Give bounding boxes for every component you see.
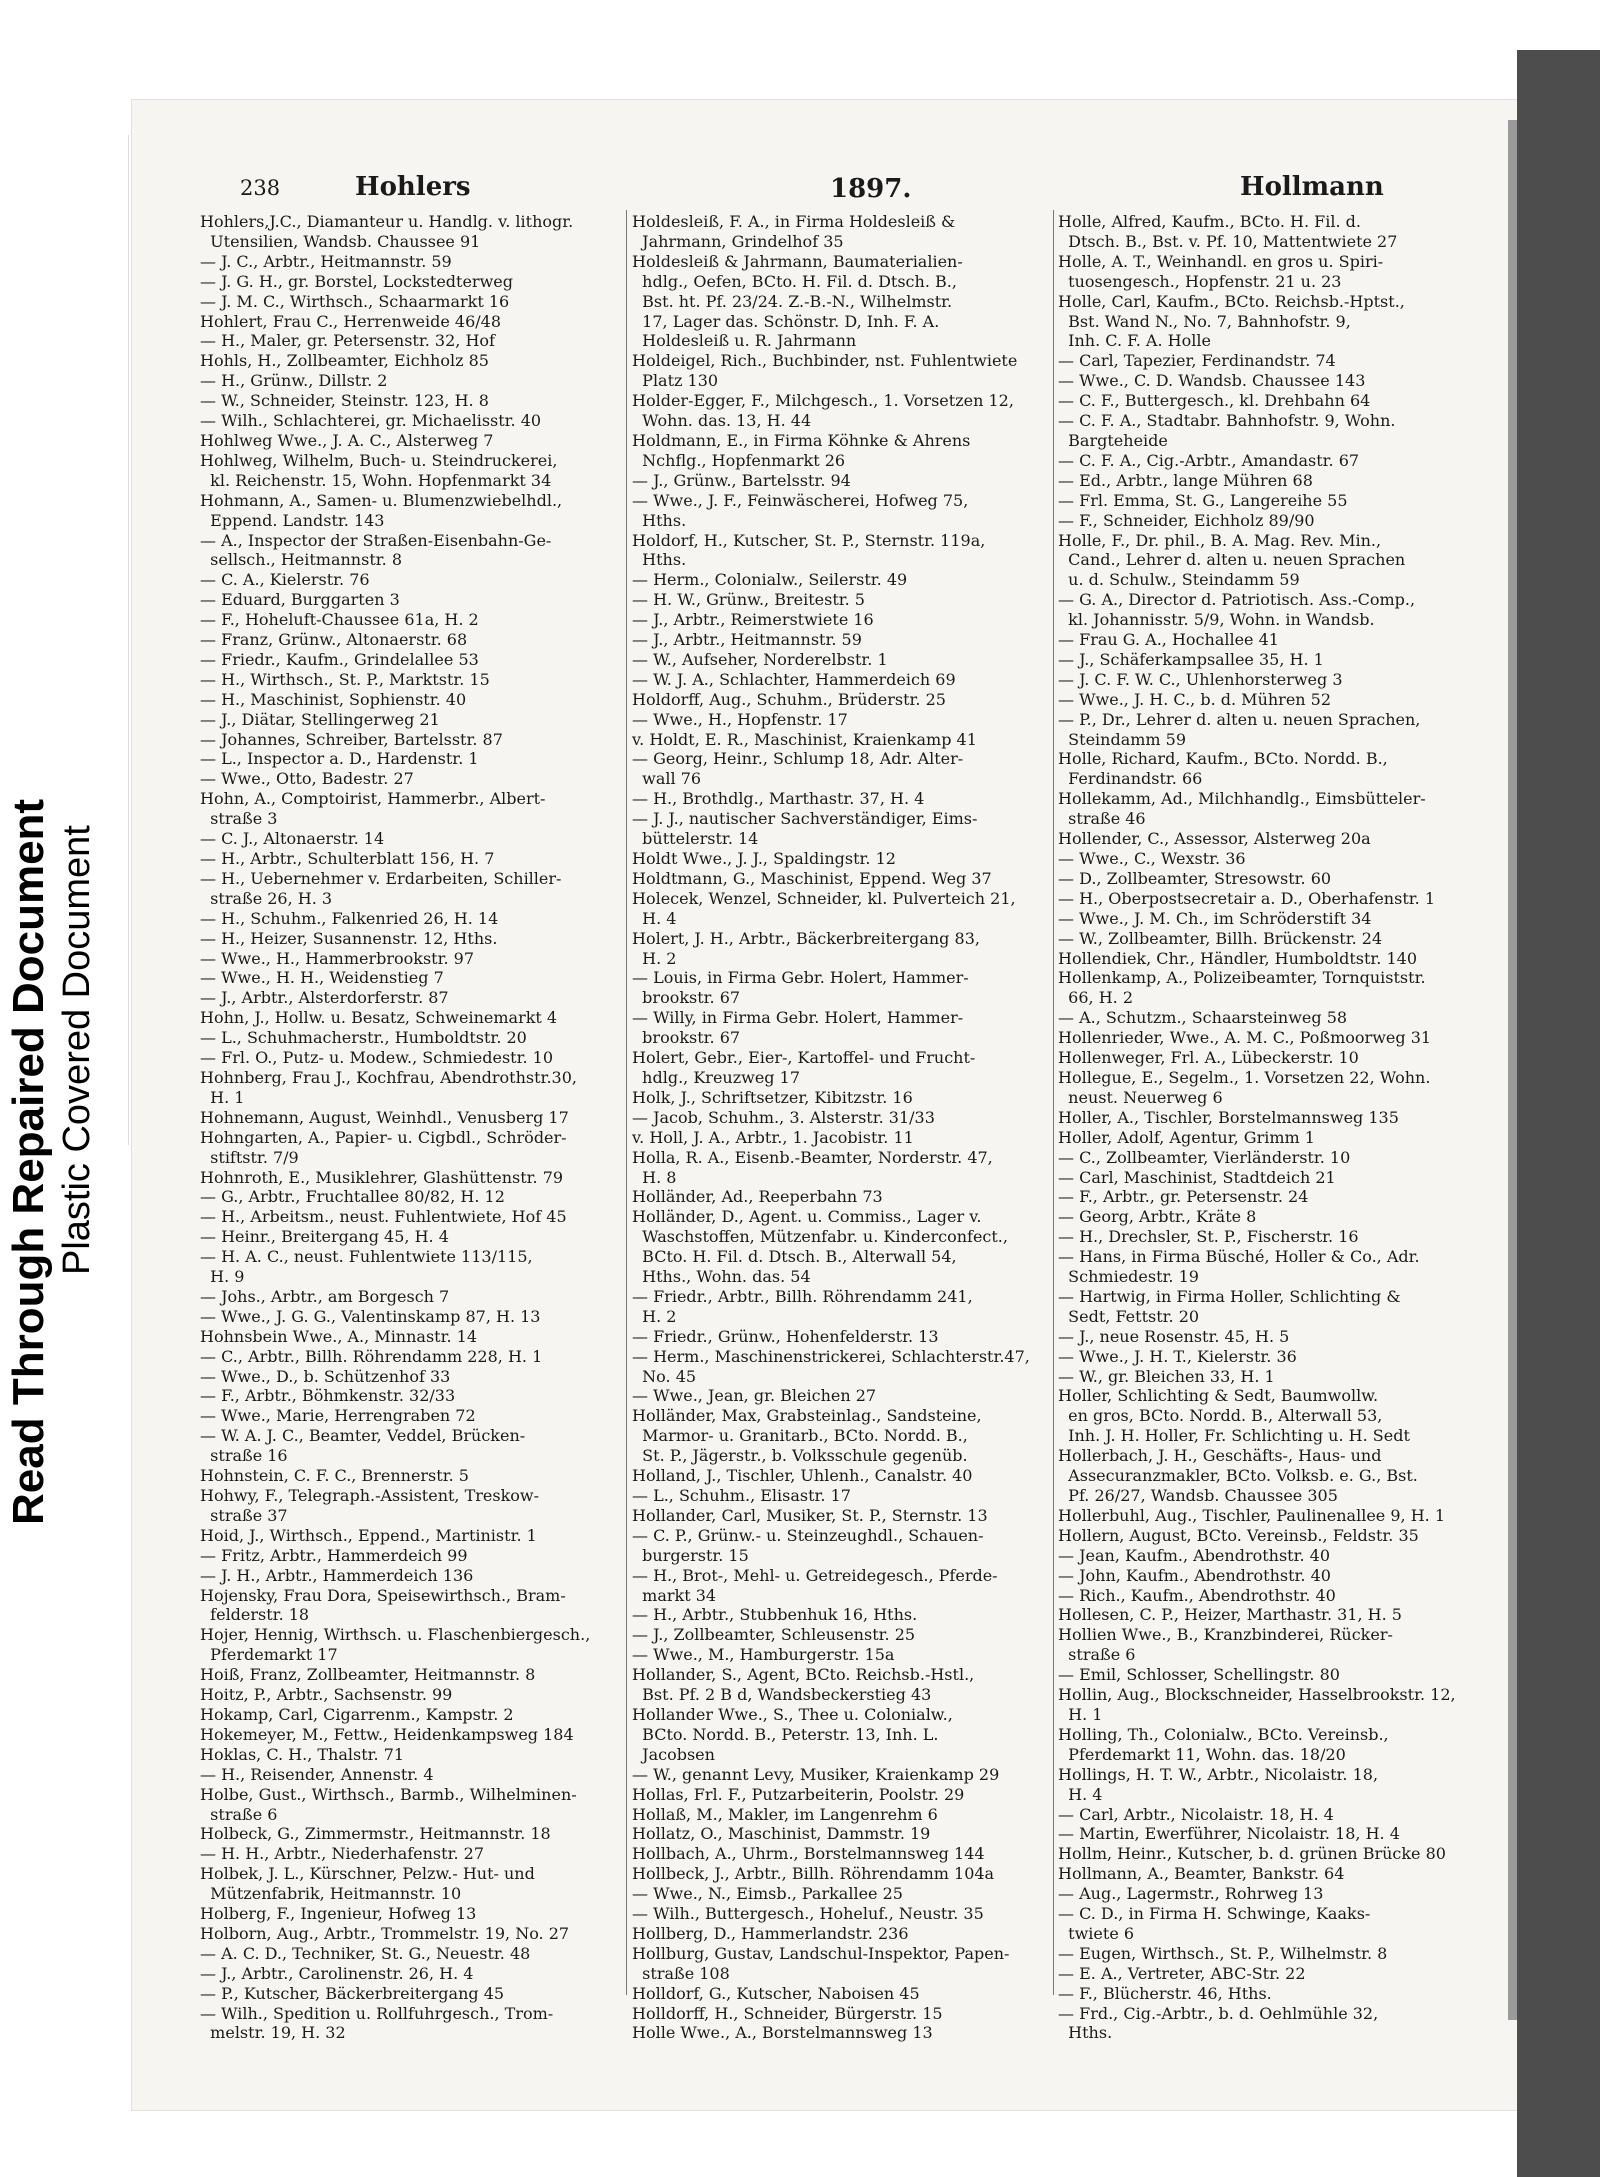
directory-entry-line: Mützenfabrik, Heitmannstr. 10 xyxy=(200,1884,462,1904)
directory-entry-line: — J. J., nautischer Sachverständiger, Eims- xyxy=(632,809,978,829)
directory-entry-line: Hollings, H. T. W., Arbtr., Nicolaistr. 18, xyxy=(1058,1764,1379,1784)
directory-entry-line: — F., Blücherstr. 46, Hths. xyxy=(1058,1983,1272,2003)
directory-entry-line: — J. G. H., gr. Borstel, Lockstedterweg xyxy=(200,271,513,291)
directory-entry-line: Hohls, H., Zollbeamter, Eichholz 85 xyxy=(200,351,489,371)
directory-entry-line: Holdmann, E., in Firma Köhnke & Ahrens xyxy=(632,430,971,450)
directory-entry-line: — H., Maler, gr. Petersenstr. 32, Hof xyxy=(200,331,495,351)
directory-entry-line: Hollern, August, BCto. Vereinsb., Feldstr. 35 xyxy=(1058,1525,1419,1545)
directory-entry-line: Holert, J. H., Arbtr., Bäckerbreitergang 83, xyxy=(632,928,980,948)
directory-entry-line: Dtsch. B., Bst. v. Pf. 10, Mattentwiete 27 xyxy=(1058,231,1398,251)
directory-entry-line: Holdesleiß u. R. Jahrmann xyxy=(632,331,857,351)
directory-entry-line: — P., Kutscher, Bäckerbreitergang 45 xyxy=(200,1983,505,2003)
directory-entry-line: Bargteheide xyxy=(1058,430,1168,450)
directory-entry-line: — L., Schuhm., Elisastr. 17 xyxy=(632,1486,851,1505)
directory-entry-line: 66, H. 2 xyxy=(1058,988,1134,1008)
directory-entry-line: — G., Arbtr., Fruchtallee 80/82, H. 12 xyxy=(200,1187,505,1207)
directory-entry-line: — F., Arbtr., gr. Petersenstr. 24 xyxy=(1058,1187,1309,1207)
directory-entry-line: — Wwe., H. H., Weidenstieg 7 xyxy=(200,968,444,988)
directory-entry-line: Hollegue, E., Segelm., 1. Vorsetzen 22, Wohn. xyxy=(1058,1067,1431,1087)
directory-entry-line: — Friedr., Arbtr., Billh. Röhrendamm 241, xyxy=(632,1286,973,1306)
directory-entry-line: straße 16 xyxy=(200,1446,288,1466)
directory-entry-line: No. 45 xyxy=(632,1366,697,1386)
directory-entry-line: Jahrmann, Grindelhof 35 xyxy=(632,231,844,251)
directory-entry-line: straße 6 xyxy=(1058,1645,1136,1665)
directory-entry-line: Holecek, Wenzel, Schneider, kl. Pulverteich 21, xyxy=(632,888,1016,908)
directory-entry-line: Hths. xyxy=(632,550,687,570)
directory-entry-line: Holbek, J. L., Kürschner, Pelzw.- Hut- und xyxy=(200,1864,535,1884)
directory-entry-line: — J., Arbtr., Alsterdorferstr. 87 xyxy=(200,988,449,1008)
directory-entry-line: — Wwe., C., Wexstr. 36 xyxy=(1058,849,1246,868)
directory-entry-line: — H., Maschinist, Sophienstr. 40 xyxy=(200,689,467,709)
directory-entry-line: straße 108 xyxy=(632,1963,730,1983)
directory-entry-line: — J., Diätar, Stellingerweg 21 xyxy=(200,709,440,729)
directory-entry-line: Holldorf, G., Kutscher, Naboisen 45 xyxy=(632,1983,920,2003)
directory-column-right xyxy=(1058,212,1476,2043)
directory-entry-line: 17, Lager das. Schönstr. D, Inh. F. A. xyxy=(632,311,940,331)
directory-entry-line: — Wwe., H., Hopfenstr. 17 xyxy=(632,709,848,729)
page-header xyxy=(240,170,1500,210)
directory-column-left xyxy=(200,212,618,2043)
directory-entry-line: burgerstr. 15 xyxy=(632,1545,749,1565)
directory-entry-line: Hollatz, O., Maschinist, Dammstr. 19 xyxy=(632,1824,931,1844)
directory-entry-line: — H., Arbtr., Schulterblatt 156, H. 7 xyxy=(200,849,495,868)
directory-entry-line: — Frl. Emma, St. G., Langereihe 55 xyxy=(1058,490,1348,510)
directory-entry-line: — Frl. O., Putz- u. Modew., Schmiedestr. 10 xyxy=(200,1048,553,1068)
directory-entry-line: Holdorf, H., Kutscher, St. P., Sternstr. 119a, xyxy=(632,530,986,550)
directory-entry-line: Holdt Wwe., J. J., Spaldingstr. 12 xyxy=(632,849,896,868)
directory-entry-line: — H. A. C., neust. Fuhlentwiete 113/115, xyxy=(200,1247,533,1267)
directory-entry-line: Hollm, Heinr., Kutscher, b. d. grünen Brücke 80 xyxy=(1058,1844,1446,1864)
directory-entry-line: Jacobsen xyxy=(632,1744,715,1764)
directory-entry-line: kl. Reichenstr. 15, Wohn. Hopfenmarkt 34 xyxy=(200,470,552,490)
directory-entry-line: — W., genannt Levy, Musiker, Kraienkamp 29 xyxy=(632,1764,1000,1784)
directory-entry-line: — Georg, Arbtr., Kräte 8 xyxy=(1058,1207,1257,1227)
directory-entry-line: Waschstoffen, Mützenfabr. u. Kinderconfect., xyxy=(632,1227,1008,1247)
directory-entry-line: Holdesleiß & Jahrmann, Baumaterialien- xyxy=(632,251,963,271)
directory-entry-line: — W., gr. Bleichen 33, H. 1 xyxy=(1058,1366,1275,1386)
directory-entry-line: — Georg, Heinr., Schlump 18, Adr. Alter- xyxy=(632,749,964,769)
directory-entry-line: — C. J., Altonaerstr. 14 xyxy=(200,829,385,849)
directory-entry-line: hdlg., Oefen, BCto. H. Fil. d. Dtsch. B., xyxy=(632,271,957,291)
directory-entry-line: — P., Dr., Lehrer d. alten u. neuen Sprachen, xyxy=(1058,709,1421,729)
directory-entry-line: Pferdemarkt 11, Wohn. das. 18/20 xyxy=(1058,1744,1346,1764)
directory-entry-line: — H., Wirthsch., St. P., Marktstr. 15 xyxy=(200,669,490,689)
directory-entry-line: — J. M. C., Wirthsch., Schaarmarkt 16 xyxy=(200,291,510,311)
directory-entry-line: Holle, Alfred, Kaufm., BCto. H. Fil. d. xyxy=(1058,212,1361,231)
directory-entry-line: en gros, BCto. Nordd. B., Alterwall 53, xyxy=(1058,1406,1383,1426)
directory-entry-line: Holla, R. A., Eisenb.-Beamter, Norderstr. 47, xyxy=(632,1147,993,1167)
directory-entry-line: Hoklas, C. H., Thalstr. 71 xyxy=(200,1744,405,1764)
directory-entry-line: — W., Zollbeamter, Billh. Brückenstr. 24 xyxy=(1058,928,1383,948)
directory-entry-line: Hohnstein, C. F. C., Brennerstr. 5 xyxy=(200,1466,469,1486)
directory-entry-line: Holbe, Gust., Wirthsch., Barmb., Wilhelminen- xyxy=(200,1784,577,1804)
directory-entry-line: — Johs., Arbtr., am Borgesch 7 xyxy=(200,1286,450,1306)
directory-entry-line: Bst. ht. Pf. 23/24. Z.-B.-N., Wilhelmstr. xyxy=(632,291,953,311)
directory-entry-line: Holert, Gebr., Eier-, Kartoffel- und Frucht- xyxy=(632,1048,976,1068)
directory-entry-line: felderstr. 18 xyxy=(200,1605,310,1625)
directory-entry-line: — Jean, Kaufm., Abendrothstr. 40 xyxy=(1058,1545,1331,1565)
directory-entry-line: — Eduard, Burggarten 3 xyxy=(200,590,400,610)
directory-entry-line: — Carl, Maschinist, Stadtdeich 21 xyxy=(1058,1167,1336,1187)
directory-entry-line: straße 46 xyxy=(1058,809,1146,829)
directory-entry-line: markt 34 xyxy=(632,1585,717,1605)
directory-entry-line: — J., Grünw., Bartelsstr. 94 xyxy=(632,470,851,490)
directory-entry-line: Hths. xyxy=(632,510,687,530)
directory-entry-line: Nchflg., Hopfenmarkt 26 xyxy=(632,450,846,470)
directory-entry-line: Holländer, Max, Grabsteinlag., Sandsteine, xyxy=(632,1406,982,1426)
directory-entry-line: Holle, F., Dr. phil., B. A. Mag. Rev. Min., xyxy=(1058,530,1382,550)
directory-entry-line: Ferdinandstr. 66 xyxy=(1058,769,1203,789)
directory-entry-line: — A. C. D., Techniker, St. G., Neuestr. 48 xyxy=(200,1943,531,1963)
directory-entry-line: — Jacob, Schuhm., 3. Alsterstr. 31/33 xyxy=(632,1107,935,1127)
directory-entry-line: Hohlert, Frau C., Herrenweide 46/48 xyxy=(200,311,502,331)
directory-entry-line: Schmiedestr. 19 xyxy=(1058,1267,1199,1287)
directory-entry-line: Assecuranzmakler, BCto. Volksb. e. G., Bst. xyxy=(1058,1466,1418,1486)
directory-entry-line: stiftstr. 7/9 xyxy=(200,1147,299,1167)
directory-entry-line: — Wwe., J. M. Ch., im Schröderstift 34 xyxy=(1058,908,1372,928)
directory-entry-line: Hohlers,J.C., Diamanteur u. Handlg. v. lithogr. xyxy=(200,212,574,231)
directory-entry-line: Hollander, S., Agent, BCto. Reichsb.-Hstl., xyxy=(632,1665,975,1685)
directory-entry-line: Hollien Wwe., B., Kranzbinderei, Rücker- xyxy=(1058,1625,1393,1645)
directory-entry-line: Holborn, Aug., Arbtr., Trommelstr. 19, No. 27 xyxy=(200,1923,570,1943)
directory-entry-line: — J. H., Arbtr., Hammerdeich 136 xyxy=(200,1565,474,1585)
directory-entry-line: — H., Grünw., Dillstr. 2 xyxy=(200,371,388,391)
directory-entry-line: Hohmann, A., Samen- u. Blumenzwiebelhdl., xyxy=(200,490,563,510)
directory-entry-line: BCto. Nordd. B., Peterstr. 13, Inh. L. xyxy=(632,1724,939,1744)
directory-entry-line: kl. Johannisstr. 5/9, Wohn. in Wandsb. xyxy=(1058,610,1375,630)
directory-entry-line: — L., Inspector a. D., Hardenstr. 1 xyxy=(200,749,479,769)
directory-entry-line: Holler, Adolf, Agentur, Grimm 1 xyxy=(1058,1127,1315,1147)
directory-entry-line: — Wwe., J. G. G., Valentinskamp 87, H. 13 xyxy=(200,1306,541,1326)
directory-entry-line: Hokemeyer, M., Fettw., Heidenkampsweg 184 xyxy=(200,1724,574,1744)
directory-entry-line: — H., Brot-, Mehl- u. Getreidegesch., Pferde- xyxy=(632,1565,998,1585)
directory-entry-line: Hollesen, C. P., Heizer, Marthastr. 31, H. 5 xyxy=(1058,1605,1402,1625)
directory-entry-line: St. P., Jägerstr., b. Volksschule gegenüb. xyxy=(632,1446,968,1466)
directory-entry-line: Hollerbach, J. H., Geschäfts-, Haus- und xyxy=(1058,1446,1382,1466)
directory-entry-line: — F., Schneider, Eichholz 89/90 xyxy=(1058,510,1315,530)
directory-entry-line: Holberg, F., Ingenieur, Hofweg 13 xyxy=(200,1904,477,1924)
directory-entry-line: — C., Arbtr., Billh. Röhrendamm 228, H. 1 xyxy=(200,1346,543,1366)
directory-entry-line: — Aug., Lagermstr., Rohrweg 13 xyxy=(1058,1884,1324,1904)
directory-entry-line: — Fritz, Arbtr., Hammerdeich 99 xyxy=(200,1545,468,1565)
directory-entry-line: Holbeck, G., Zimmermstr., Heitmannstr. 18 xyxy=(200,1824,551,1844)
directory-entry-line: straße 6 xyxy=(200,1804,278,1824)
directory-entry-line: — H., Reisender, Annenstr. 4 xyxy=(200,1764,434,1784)
directory-entry-line: büttelerstr. 14 xyxy=(632,829,759,849)
directory-entry-line: — H. W., Grünw., Breitestr. 5 xyxy=(632,590,865,610)
directory-entry-line: straße 26, H. 3 xyxy=(200,888,333,908)
directory-entry-line: Hollenrieder, Wwe., A. M. C., Poßmoorweg 31 xyxy=(1058,1028,1432,1048)
directory-entry-line: Wohn. das. 13, H. 44 xyxy=(632,411,812,431)
directory-entry-line: Hollenkamp, A., Polizeibeamter, Tornquiststr. xyxy=(1058,968,1426,988)
directory-entry-line: — H., Brothdlg., Marthastr. 37, H. 4 xyxy=(632,789,925,809)
directory-entry-line: — Wwe., N., Eimsb., Parkallee 25 xyxy=(632,1884,903,1904)
directory-entry-line: Holle Wwe., A., Borstelmannsweg 13 xyxy=(632,2023,933,2043)
column-divider xyxy=(626,210,627,1995)
directory-entry-line: — G. A., Director d. Patriotisch. Ass.-Comp., xyxy=(1058,590,1416,610)
directory-entry-line: twiete 6 xyxy=(1058,1923,1135,1943)
directory-entry-line: Cand., Lehrer d. alten u. neuen Sprachen xyxy=(1058,550,1406,570)
directory-entry-line: — Hartwig, in Firma Holler, Schlichting & xyxy=(1058,1286,1401,1306)
directory-entry-line: Hohn, J., Hollw. u. Besatz, Schweinemarkt 4 xyxy=(200,1008,558,1028)
directory-entry-line: Bst. Wand N., No. 7, Bahnhofstr. 9, xyxy=(1058,311,1351,331)
directory-entry-line: Hojensky, Frau Dora, Speisewirthsch., Bram- xyxy=(200,1585,566,1605)
directory-entry-line: Hohn, A., Comptoirist, Hammerbr., Albert- xyxy=(200,789,546,809)
running-head-left: Hohlers xyxy=(355,172,471,202)
directory-entry-line: Hollmann, A., Beamter, Bankstr. 64 xyxy=(1058,1864,1345,1884)
directory-entry-line: — A., Inspector der Straßen-Eisenbahn-Ge- xyxy=(200,530,552,550)
directory-entry-line: Hokamp, Carl, Cigarrenm., Kampstr. 2 xyxy=(200,1704,514,1724)
directory-entry-line: Sedt, Fettstr. 20 xyxy=(1058,1306,1200,1326)
directory-entry-line: Holldorff, H., Schneider, Bürgerstr. 15 xyxy=(632,2003,943,2023)
directory-entry-line: — Wwe., M., Hamburgerstr. 15a xyxy=(632,1645,895,1665)
directory-entry-line: Hohwy, F., Telegraph.-Assistent, Treskow- xyxy=(200,1486,540,1505)
scanner-background-edge xyxy=(1517,50,1600,2177)
directory-entry-line: Hollerbuhl, Aug., Tischler, Paulinenallee 9, H. 1 xyxy=(1058,1505,1446,1525)
directory-entry-line: Holder-Egger, F., Milchgesch., 1. Vorsetzen 12, xyxy=(632,391,1014,411)
column-divider xyxy=(1053,210,1054,1995)
directory-entry-line: brookstr. 67 xyxy=(632,1028,741,1048)
directory-entry-line: — Wilh., Spedition u. Rollfuhrgesch., Trom- xyxy=(200,2003,554,2023)
directory-entry-line: — Herm., Colonialw., Seilerstr. 49 xyxy=(632,570,908,590)
page-number: 238 xyxy=(240,176,281,200)
directory-entry-line: — Wwe., J. H. C., b. d. Mühren 52 xyxy=(1058,689,1332,709)
directory-entry-line: — Louis, in Firma Gebr. Holert, Hammer- xyxy=(632,968,969,988)
directory-entry-line: — Carl, Arbtr., Nicolaistr. 18, H. 4 xyxy=(1058,1804,1334,1824)
directory-entry-line: Holler, A., Tischler, Borstelmannsweg 135 xyxy=(1058,1107,1399,1127)
directory-entry-line: Holländer, Ad., Reeperbahn 73 xyxy=(632,1187,883,1207)
directory-entry-line: — C., Zollbeamter, Vierländerstr. 10 xyxy=(1058,1147,1351,1167)
directory-entry-line: Holler, Schlichting & Sedt, Baumwollw. xyxy=(1058,1386,1379,1406)
directory-entry-line: Hojer, Hennig, Wirthsch. u. Flaschenbiergesch., xyxy=(200,1625,591,1645)
directory-entry-line: — H., Uebernehmer v. Erdarbeiten, Schiller- xyxy=(200,868,562,888)
directory-entry-line: — J., Zollbeamter, Schleusenstr. 25 xyxy=(632,1625,916,1645)
directory-entry-line: — W., Aufseher, Norderelbstr. 1 xyxy=(632,649,888,669)
directory-entry-line: straße 3 xyxy=(200,809,278,829)
directory-entry-line: Hoitz, P., Arbtr., Sachsenstr. 99 xyxy=(200,1685,453,1705)
directory-entry-line: sellsch., Heitmannstr. 8 xyxy=(200,550,402,570)
directory-entry-line: — Emil, Schlosser, Schellingstr. 80 xyxy=(1058,1665,1340,1685)
directory-entry-line: straße 37 xyxy=(200,1505,288,1525)
directory-entry-line: — Wwe., C. D. Wandsb. Chaussee 143 xyxy=(1058,371,1366,391)
directory-entry-line: Hohnemann, August, Weinhdl., Venusberg 17 xyxy=(200,1107,569,1127)
directory-entry-line: Inh. C. F. A. Holle xyxy=(1058,331,1211,351)
directory-entry-line: — Frd., Cig.-Arbtr., b. d. Oehlmühle 32, xyxy=(1058,2003,1379,2023)
directory-entry-line: — F., Arbtr., Böhmkenstr. 32/33 xyxy=(200,1386,456,1406)
directory-entry-line: — C. F. A., Cig.-Arbtr., Amandastr. 67 xyxy=(1058,450,1360,470)
directory-entry-line: Hollin, Aug., Blockschneider, Hasselbrookstr. 12, xyxy=(1058,1685,1456,1705)
directory-entry-line: — W. A. J. C., Beamter, Veddel, Brücken- xyxy=(200,1426,526,1446)
directory-entry-line: Pf. 26/27, Wandsb. Chaussee 305 xyxy=(1058,1486,1338,1505)
directory-entry-line: Holdeigel, Rich., Buchbinder, nst. Fuhlentwiete xyxy=(632,351,1018,371)
directory-entry-line: — H. H., Arbtr., Niederhafenstr. 27 xyxy=(200,1844,484,1864)
directory-entry-line: — D., Zollbeamter, Stresowstr. 60 xyxy=(1058,868,1332,888)
directory-entry-line: — C. F., Buttergesch., kl. Drehbahn 64 xyxy=(1058,391,1371,411)
directory-entry-line: BCto. H. Fil. d. Dtsch. B., Alterwall 54, xyxy=(632,1247,957,1267)
directory-entry-line: Hohnsbein Wwe., A., Minnastr. 14 xyxy=(200,1326,478,1346)
directory-entry-line: — J., Arbtr., Heitmannstr. 59 xyxy=(632,630,862,650)
directory-entry-line: — Heinr., Breitergang 45, H. 4 xyxy=(200,1227,449,1247)
directory-entry-line: Hollekamm, Ad., Milchhandlg., Eimsbütteler- xyxy=(1058,789,1426,809)
directory-entry-line: — L., Schuhmacherstr., Humboldtstr. 20 xyxy=(200,1028,527,1048)
directory-entry-line: Holdorff, Aug., Schuhm., Brüderstr. 25 xyxy=(632,689,946,709)
directory-entry-line: Hoid, J., Wirthsch., Eppend., Martinistr. 1 xyxy=(200,1525,537,1545)
directory-entry-line: Hollberg, D., Hammerlandstr. 236 xyxy=(632,1923,909,1943)
directory-entry-line: — Wwe., Marie, Herrengraben 72 xyxy=(200,1406,476,1426)
directory-entry-line: H. 9 xyxy=(200,1267,245,1287)
directory-entry-line: tuosengesch., Hopfenstr. 21 u. 23 xyxy=(1058,271,1342,291)
directory-entry-line: Holdesleiß, F. A., in Firma Holdesleiß & xyxy=(632,212,956,231)
directory-entry-line: — E. A., Vertreter, ABC-Str. 22 xyxy=(1058,1963,1306,1983)
directory-entry-line: Hollbeck, J., Arbtr., Billh. Röhrendamm 104a xyxy=(632,1864,995,1884)
directory-entry-line: Holle, Carl, Kaufm., BCto. Reichsb.-Hptst., xyxy=(1058,291,1405,311)
directory-entry-line: H. 4 xyxy=(1058,1784,1103,1804)
directory-entry-line: Steindamm 59 xyxy=(1058,729,1187,749)
directory-entry-line: — Rich., Kaufm., Abendrothstr. 40 xyxy=(1058,1585,1336,1605)
directory-entry-line: — Martin, Ewerführer, Nicolaistr. 18, H. 4 xyxy=(1058,1824,1400,1844)
directory-entry-line: Hollas, Frl. F., Putzarbeiterin, Poolstr. 29 xyxy=(632,1784,965,1804)
directory-entry-line: Holländer, D., Agent. u. Commiss., Lager v. xyxy=(632,1207,982,1227)
directory-entry-line: — Herm., Maschinenstrickerei, Schlachterstr.47, xyxy=(632,1346,1030,1366)
directory-entry-line: H. 1 xyxy=(1058,1704,1103,1724)
directory-entry-line: Hollander, Carl, Musiker, St. P., Sternstr. 13 xyxy=(632,1505,988,1525)
directory-entry-line: brookstr. 67 xyxy=(632,988,741,1008)
directory-entry-line: — Ed., Arbtr., lange Mühren 68 xyxy=(1058,470,1313,490)
directory-entry-line: — Wwe., J. H. T., Kielerstr. 36 xyxy=(1058,1346,1297,1366)
directory-entry-line: — Friedr., Grünw., Hohenfelderstr. 13 xyxy=(632,1326,939,1346)
directory-entry-line: — H., Drechsler, St. P., Fischerstr. 16 xyxy=(1058,1227,1359,1247)
directory-entry-line: — J., neue Rosenstr. 45, H. 5 xyxy=(1058,1326,1290,1346)
directory-entry-line: — Wwe., Jean, gr. Bleichen 27 xyxy=(632,1386,877,1406)
directory-entry-line: — Willy, in Firma Gebr. Holert, Hammer- xyxy=(632,1008,964,1028)
directory-entry-line: v. Holl, J. A., Arbtr., 1. Jacobistr. 11 xyxy=(632,1127,914,1147)
directory-entry-line: — W., Schneider, Steinstr. 123, H. 8 xyxy=(200,391,489,411)
directory-entry-line: Holle, A. T., Weinhandl. en gros u. Spiri- xyxy=(1058,251,1384,271)
year-heading: 1897. xyxy=(830,174,912,204)
directory-entry-line: Inh. J. H. Holler, Fr. Schlichting u. H. Sedt xyxy=(1058,1426,1410,1446)
directory-entry-line: — Johannes, Schreiber, Bartelsstr. 87 xyxy=(200,729,503,749)
directory-entry-line: Hohnroth, E., Musiklehrer, Glashüttenstr. 79 xyxy=(200,1167,564,1187)
directory-entry-line: — C. F. A., Stadtabr. Bahnhofstr. 9, Wohn. xyxy=(1058,411,1396,431)
directory-entry-line: Hohngarten, A., Papier- u. Cigbdl., Schröder- xyxy=(200,1127,567,1147)
directory-entry-line: Hohnberg, Frau J., Kochfrau, Abendrothstr.30, xyxy=(200,1067,577,1087)
conservation-label xyxy=(0,135,129,1525)
directory-entry-line: Holling, Th., Colonialw., BCto. Vereinsb., xyxy=(1058,1724,1389,1744)
directory-entry-line: — C. A., Kielerstr. 76 xyxy=(200,570,370,590)
directory-entry-line: Holland, J., Tischler, Uhlenh., Canalstr. 40 xyxy=(632,1466,973,1486)
directory-entry-line: — J., Arbtr., Reimerstwiete 16 xyxy=(632,610,874,630)
directory-entry-line: Eppend. Landstr. 143 xyxy=(200,510,385,530)
directory-entry-line: Utensilien, Wandsb. Chaussee 91 xyxy=(200,231,481,251)
directory-entry-line: Holle, Richard, Kaufm., BCto. Nordd. B., xyxy=(1058,749,1388,769)
directory-entry-line: Hollburg, Gustav, Landschul-Inspektor, Papen- xyxy=(632,1943,1010,1963)
directory-entry-line: H. 8 xyxy=(632,1167,677,1187)
directory-entry-line: H. 2 xyxy=(632,948,677,968)
directory-entry-line: Holk, J., Schriftsetzer, Kibitzstr. 16 xyxy=(632,1087,913,1107)
directory-entry-line: Platz 130 xyxy=(632,371,719,391)
directory-entry-line: — H., Oberpostsecretair a. D., Oberhafenstr. 1 xyxy=(1058,888,1435,908)
directory-entry-line: — Eugen, Wirthsch., St. P., Wilhelmstr. 8 xyxy=(1058,1943,1388,1963)
directory-entry-line: — Wwe., J. F., Feinwäscherei, Hofweg 75, xyxy=(632,490,969,510)
directory-entry-line: hdlg., Kreuzweg 17 xyxy=(632,1067,800,1087)
directory-entry-line: u. d. Schulw., Steindamm 59 xyxy=(1058,570,1300,590)
directory-entry-line: — J., Schäferkampsallee 35, H. 1 xyxy=(1058,649,1324,669)
directory-entry-line: Hoiß, Franz, Zollbeamter, Heitmannstr. 8 xyxy=(200,1665,536,1685)
directory-entry-line: — Wwe., Otto, Badestr. 27 xyxy=(200,769,414,789)
directory-entry-line: Hollenweger, Frl. A., Lübeckerstr. 10 xyxy=(1058,1048,1359,1068)
directory-entry-line: Bst. Pf. 2 B d, Wandsbeckerstieg 43 xyxy=(632,1685,932,1705)
directory-entry-line: — W. J. A., Schlachter, Hammerdeich 69 xyxy=(632,669,956,689)
directory-entry-line: — Wwe., H., Hammerbrookstr. 97 xyxy=(200,948,475,968)
repaired-document-label: Read Through Repaired Document xyxy=(4,798,53,1525)
directory-entry-line: Hohlweg Wwe., J. A. C., Alsterweg 7 xyxy=(200,430,494,450)
directory-entry-line: — C. D., in Firma H. Schwinge, Kaaks- xyxy=(1058,1904,1371,1924)
running-head-right: Hollmann xyxy=(1240,172,1384,202)
directory-entry-line: wall 76 xyxy=(632,769,702,789)
directory-entry-line: Hollander Wwe., S., Thee u. Colonialw., xyxy=(632,1704,953,1724)
directory-entry-line: Hths., Wohn. das. 54 xyxy=(632,1267,811,1287)
directory-entry-line: Hohlweg, Wilhelm, Buch- u. Steindruckerei, xyxy=(200,450,558,470)
directory-entry-line: melstr. 19, H. 32 xyxy=(200,2023,346,2043)
directory-entry-line: — F., Hoheluft-Chaussee 61a, H. 2 xyxy=(200,610,479,630)
directory-entry-line: — John, Kaufm., Abendrothstr. 40 xyxy=(1058,1565,1331,1585)
directory-entry-line: — H., Schuhm., Falkenried 26, H. 14 xyxy=(200,908,499,928)
plastic-covered-label: Plastic Covered Document xyxy=(56,825,98,1275)
directory-entry-line: — Hans, in Firma Büsché, Holler & Co., Adr. xyxy=(1058,1247,1420,1267)
directory-entry-line: — C. P., Grünw.- u. Steinzeughdl., Schauen- xyxy=(632,1525,984,1545)
directory-entry-line: — Wilh., Buttergesch., Hoheluf., Neustr. 35 xyxy=(632,1904,984,1924)
directory-entry-line: Holdtmann, G., Maschinist, Eppend. Weg 37 xyxy=(632,868,992,888)
directory-entry-line: neust. Neuerweg 6 xyxy=(1058,1087,1223,1107)
directory-entry-line: — H., Arbtr., Stubbenhuk 16, Hths. xyxy=(632,1605,918,1625)
directory-entry-line: — H., Heizer, Susannenstr. 12, Hths. xyxy=(200,928,498,948)
directory-entry-line: — Wilh., Schlachterei, gr. Michaelisstr. 40 xyxy=(200,411,542,431)
directory-entry-line: — Friedr., Kaufm., Grindelallee 53 xyxy=(200,649,479,669)
directory-entry-line: H. 2 xyxy=(632,1306,677,1326)
directory-entry-line: Hths. xyxy=(1058,2023,1113,2043)
directory-entry-line: — Wwe., D., b. Schützenhof 33 xyxy=(200,1366,451,1386)
directory-column-middle xyxy=(632,212,1050,2043)
directory-entry-line: Hollaß, M., Makler, im Langenrehm 6 xyxy=(632,1804,938,1824)
directory-entry-line: Hollbach, A., Uhrm., Borstelmannsweg 144 xyxy=(632,1844,985,1864)
directory-entry-line: — J. C. F. W. C., Uhlenhorsterweg 3 xyxy=(1058,669,1343,689)
directory-entry-line: — H., Arbeitsm., neust. Fuhlentwiete, Hof 45 xyxy=(200,1207,567,1227)
directory-entry-line: — A., Schutzm., Schaarsteinweg 58 xyxy=(1058,1008,1348,1028)
directory-entry-line: — J., Arbtr., Carolinenstr. 26, H. 4 xyxy=(200,1963,474,1983)
directory-entry-line: Pferdemarkt 17 xyxy=(200,1645,338,1665)
directory-entry-line: Hollendiek, Chr., Händler, Humboldtstr. 140 xyxy=(1058,948,1418,968)
directory-entry-line: v. Holdt, E. R., Maschinist, Kraienkamp 41 xyxy=(632,729,977,749)
directory-entry-line: — Carl, Tapezier, Ferdinandstr. 74 xyxy=(1058,351,1336,371)
directory-entry-line: Marmor- u. Granitarb., BCto. Nordd. B., xyxy=(632,1426,968,1446)
directory-entry-line: H. 1 xyxy=(200,1087,245,1107)
directory-entry-line: Hollender, C., Assessor, Alsterweg 20a xyxy=(1058,829,1371,849)
directory-entry-line: — Frau G. A., Hochallee 41 xyxy=(1058,630,1279,650)
directory-entry-line: — Franz, Grünw., Altonaerstr. 68 xyxy=(200,630,468,650)
directory-entry-line: — J. C., Arbtr., Heitmannstr. 59 xyxy=(200,251,452,271)
directory-entry-line: H. 4 xyxy=(632,908,677,928)
